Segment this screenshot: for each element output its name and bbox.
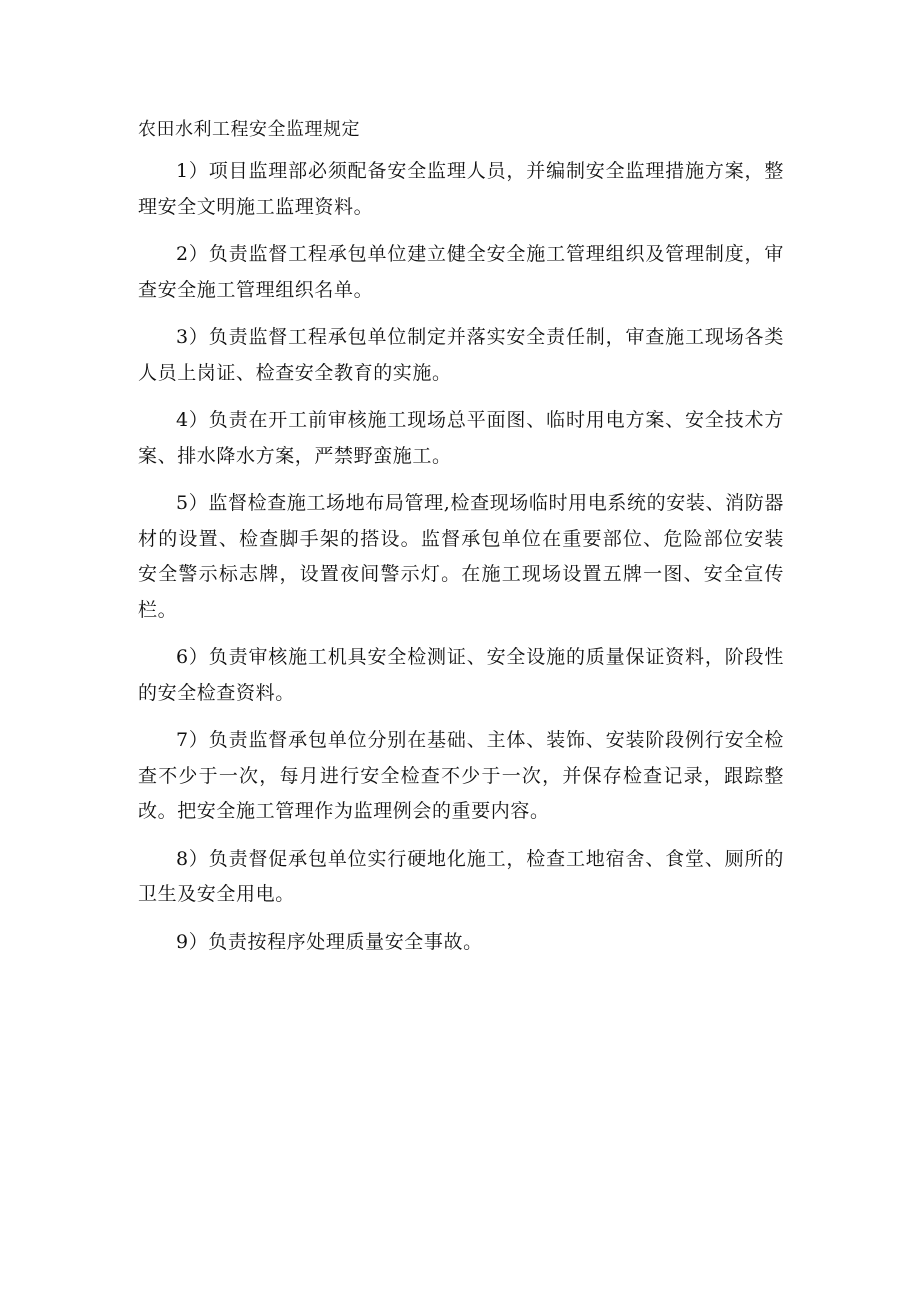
document-title: 农田水利工程安全监理规定 [138,119,360,140]
item-1: 1）项目监理部必须配备安全监理人员，并编制安全监理措施方案，整理安全文明施工监理资料。 [138,160,784,218]
item-7: 7）负责监督承包单位分别在基础、主体、装饰、安装阶段例行安全检查不少于一次，每月进行安全检查不少于一次，并保存检查记录，跟踪整改。把安全施工管理作为监理例会的重要内容。 [138,729,784,822]
item-9: 9）负责按程序处理质量安全事故。 [176,930,483,953]
document-page [138,118,784,972]
item-6: 6）负责审核施工机具安全检测证、安全设施的质量保证资料，阶段性的安全检查资料。 [138,646,784,704]
item-4: 4）负责在开工前审核施工现场总平面图、临时用电方案、安全技术方案、排水降水方案，严禁野蛮施工。 [138,409,784,467]
item-3: 3）负责监督工程承包单位制定并落实安全责任制，审查施工现场各类人员上岗证、检查安全教育的实施。 [138,326,784,384]
item-2: 2）负责监督工程承包单位建立健全安全施工管理组织及管理制度，审查安全施工管理组织名单。 [138,243,784,301]
item-5: 5）监督检查施工场地布局管理,检查现场临时用电系统的安装、消防器材的设置、检查脚手架的搭设。监督承包单位在重要部位、危险部位安装安全警示标志牌，设置夜间警示灯。在施工现场设置五牌一图、安全宣传栏。 [138,492,784,621]
item-8: 8）负责督促承包单位实行硬地化施工，检查工地宿舍、食堂、厕所的卫生及安全用电。 [138,847,784,905]
